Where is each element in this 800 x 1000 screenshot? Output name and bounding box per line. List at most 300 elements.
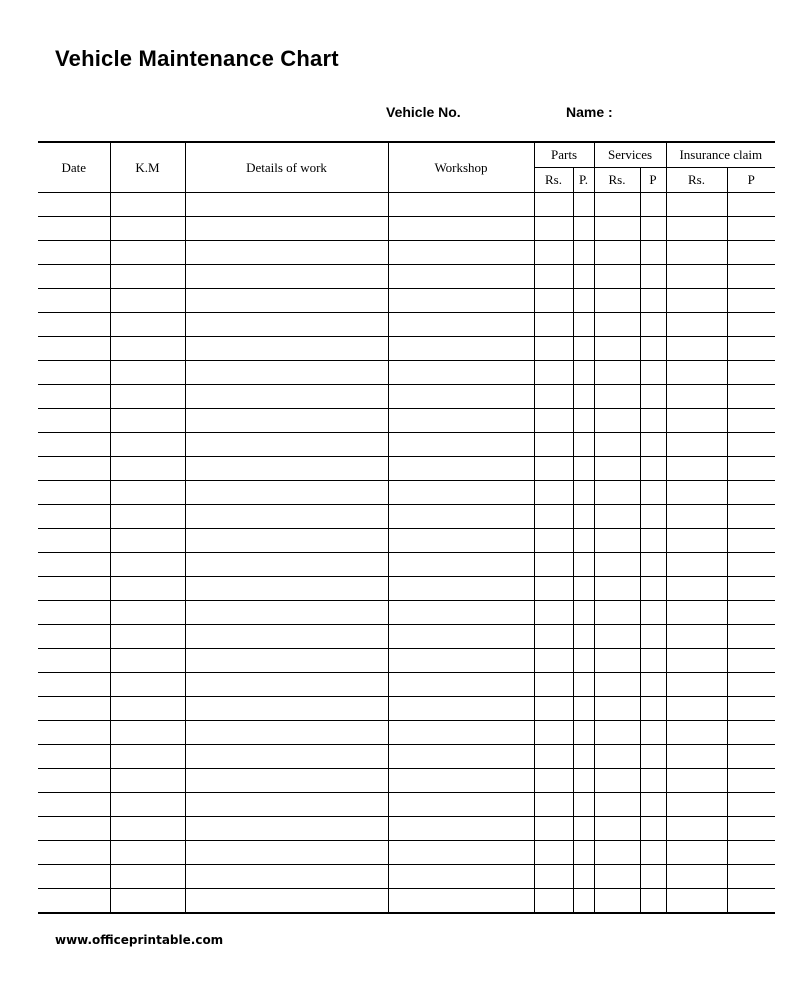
cell-services-p[interactable] (640, 241, 666, 265)
cell-km[interactable] (110, 529, 185, 553)
cell-parts-rs[interactable] (534, 841, 573, 865)
cell-parts-p[interactable] (573, 793, 594, 817)
cell-details[interactable] (185, 361, 388, 385)
cell-services-rs[interactable] (594, 241, 640, 265)
cell-details[interactable] (185, 841, 388, 865)
cell-km[interactable] (110, 673, 185, 697)
cell-insurance-rs[interactable] (666, 481, 727, 505)
cell-date[interactable] (38, 529, 110, 553)
cell-workshop[interactable] (388, 361, 534, 385)
cell-parts-rs[interactable] (534, 649, 573, 673)
cell-km[interactable] (110, 865, 185, 889)
cell-details[interactable] (185, 241, 388, 265)
cell-parts-p[interactable] (573, 337, 594, 361)
cell-services-rs[interactable] (594, 337, 640, 361)
cell-insurance-rs[interactable] (666, 433, 727, 457)
cell-insurance-rs[interactable] (666, 769, 727, 793)
cell-parts-rs[interactable] (534, 313, 573, 337)
cell-insurance-rs[interactable] (666, 553, 727, 577)
cell-insurance-p[interactable] (727, 721, 775, 745)
cell-parts-rs[interactable] (534, 625, 573, 649)
cell-parts-p[interactable] (573, 721, 594, 745)
cell-parts-p[interactable] (573, 745, 594, 769)
cell-km[interactable] (110, 481, 185, 505)
cell-insurance-p[interactable] (727, 697, 775, 721)
cell-services-rs[interactable] (594, 457, 640, 481)
cell-parts-rs[interactable] (534, 265, 573, 289)
cell-services-rs[interactable] (594, 313, 640, 337)
cell-services-p[interactable] (640, 697, 666, 721)
cell-insurance-p[interactable] (727, 649, 775, 673)
cell-date[interactable] (38, 385, 110, 409)
cell-insurance-rs[interactable] (666, 889, 727, 914)
cell-parts-p[interactable] (573, 817, 594, 841)
cell-services-p[interactable] (640, 865, 666, 889)
cell-details[interactable] (185, 865, 388, 889)
cell-date[interactable] (38, 601, 110, 625)
cell-services-p[interactable] (640, 625, 666, 649)
cell-insurance-rs[interactable] (666, 817, 727, 841)
cell-parts-p[interactable] (573, 769, 594, 793)
cell-services-p[interactable] (640, 313, 666, 337)
cell-insurance-rs[interactable] (666, 217, 727, 241)
cell-services-rs[interactable] (594, 745, 640, 769)
cell-details[interactable] (185, 409, 388, 433)
cell-km[interactable] (110, 217, 185, 241)
cell-insurance-rs[interactable] (666, 505, 727, 529)
cell-workshop[interactable] (388, 865, 534, 889)
cell-details[interactable] (185, 697, 388, 721)
cell-insurance-rs[interactable] (666, 745, 727, 769)
cell-details[interactable] (185, 505, 388, 529)
cell-services-rs[interactable] (594, 769, 640, 793)
cell-date[interactable] (38, 793, 110, 817)
cell-insurance-rs[interactable] (666, 529, 727, 553)
cell-services-rs[interactable] (594, 553, 640, 577)
cell-date[interactable] (38, 241, 110, 265)
cell-parts-p[interactable] (573, 385, 594, 409)
cell-date[interactable] (38, 313, 110, 337)
cell-date[interactable] (38, 433, 110, 457)
cell-parts-rs[interactable] (534, 337, 573, 361)
cell-parts-p[interactable] (573, 625, 594, 649)
cell-km[interactable] (110, 409, 185, 433)
cell-insurance-rs[interactable] (666, 241, 727, 265)
cell-details[interactable] (185, 817, 388, 841)
cell-date[interactable] (38, 361, 110, 385)
cell-parts-p[interactable] (573, 313, 594, 337)
cell-parts-p[interactable] (573, 505, 594, 529)
cell-insurance-p[interactable] (727, 601, 775, 625)
cell-workshop[interactable] (388, 193, 534, 217)
cell-services-p[interactable] (640, 553, 666, 577)
cell-details[interactable] (185, 457, 388, 481)
cell-parts-p[interactable] (573, 193, 594, 217)
cell-services-rs[interactable] (594, 625, 640, 649)
cell-parts-p[interactable] (573, 433, 594, 457)
cell-km[interactable] (110, 817, 185, 841)
cell-parts-rs[interactable] (534, 529, 573, 553)
cell-date[interactable] (38, 577, 110, 601)
cell-workshop[interactable] (388, 217, 534, 241)
cell-details[interactable] (185, 721, 388, 745)
cell-services-p[interactable] (640, 889, 666, 914)
cell-services-rs[interactable] (594, 721, 640, 745)
cell-parts-p[interactable] (573, 553, 594, 577)
cell-services-p[interactable] (640, 193, 666, 217)
cell-services-rs[interactable] (594, 793, 640, 817)
cell-details[interactable] (185, 217, 388, 241)
cell-workshop[interactable] (388, 313, 534, 337)
cell-km[interactable] (110, 313, 185, 337)
cell-date[interactable] (38, 457, 110, 481)
cell-insurance-p[interactable] (727, 769, 775, 793)
cell-parts-p[interactable] (573, 577, 594, 601)
cell-parts-rs[interactable] (534, 457, 573, 481)
cell-insurance-rs[interactable] (666, 841, 727, 865)
cell-insurance-p[interactable] (727, 841, 775, 865)
cell-parts-rs[interactable] (534, 889, 573, 914)
cell-insurance-p[interactable] (727, 625, 775, 649)
cell-details[interactable] (185, 625, 388, 649)
cell-parts-rs[interactable] (534, 241, 573, 265)
cell-km[interactable] (110, 505, 185, 529)
cell-km[interactable] (110, 337, 185, 361)
cell-km[interactable] (110, 769, 185, 793)
cell-services-rs[interactable] (594, 193, 640, 217)
cell-date[interactable] (38, 817, 110, 841)
cell-insurance-rs[interactable] (666, 337, 727, 361)
cell-services-rs[interactable] (594, 409, 640, 433)
cell-insurance-p[interactable] (727, 889, 775, 914)
cell-parts-rs[interactable] (534, 553, 573, 577)
cell-services-p[interactable] (640, 817, 666, 841)
cell-km[interactable] (110, 697, 185, 721)
cell-insurance-p[interactable] (727, 577, 775, 601)
cell-parts-rs[interactable] (534, 505, 573, 529)
cell-parts-rs[interactable] (534, 865, 573, 889)
cell-details[interactable] (185, 289, 388, 313)
cell-insurance-rs[interactable] (666, 385, 727, 409)
cell-insurance-rs[interactable] (666, 865, 727, 889)
cell-workshop[interactable] (388, 673, 534, 697)
cell-date[interactable] (38, 649, 110, 673)
cell-date[interactable] (38, 289, 110, 313)
cell-insurance-rs[interactable] (666, 673, 727, 697)
cell-parts-p[interactable] (573, 481, 594, 505)
cell-workshop[interactable] (388, 553, 534, 577)
cell-details[interactable] (185, 577, 388, 601)
cell-km[interactable] (110, 601, 185, 625)
cell-date[interactable] (38, 769, 110, 793)
cell-services-p[interactable] (640, 433, 666, 457)
cell-km[interactable] (110, 241, 185, 265)
cell-insurance-p[interactable] (727, 313, 775, 337)
cell-parts-p[interactable] (573, 289, 594, 313)
cell-parts-rs[interactable] (534, 193, 573, 217)
cell-details[interactable] (185, 433, 388, 457)
cell-km[interactable] (110, 553, 185, 577)
cell-services-p[interactable] (640, 529, 666, 553)
cell-insurance-rs[interactable] (666, 409, 727, 433)
cell-insurance-rs[interactable] (666, 361, 727, 385)
cell-details[interactable] (185, 889, 388, 914)
cell-services-rs[interactable] (594, 673, 640, 697)
cell-km[interactable] (110, 889, 185, 914)
cell-services-rs[interactable] (594, 889, 640, 914)
cell-date[interactable] (38, 745, 110, 769)
cell-insurance-p[interactable] (727, 409, 775, 433)
cell-parts-rs[interactable] (534, 745, 573, 769)
cell-details[interactable] (185, 385, 388, 409)
cell-parts-p[interactable] (573, 889, 594, 914)
cell-insurance-p[interactable] (727, 217, 775, 241)
cell-services-p[interactable] (640, 385, 666, 409)
cell-services-rs[interactable] (594, 601, 640, 625)
cell-services-rs[interactable] (594, 433, 640, 457)
cell-insurance-p[interactable] (727, 817, 775, 841)
cell-insurance-p[interactable] (727, 673, 775, 697)
cell-workshop[interactable] (388, 625, 534, 649)
cell-insurance-p[interactable] (727, 265, 775, 289)
cell-km[interactable] (110, 289, 185, 313)
cell-date[interactable] (38, 553, 110, 577)
cell-insurance-rs[interactable] (666, 313, 727, 337)
cell-parts-rs[interactable] (534, 433, 573, 457)
cell-parts-p[interactable] (573, 265, 594, 289)
cell-services-p[interactable] (640, 577, 666, 601)
cell-services-p[interactable] (640, 289, 666, 313)
cell-insurance-rs[interactable] (666, 625, 727, 649)
cell-date[interactable] (38, 697, 110, 721)
cell-services-p[interactable] (640, 721, 666, 745)
cell-services-p[interactable] (640, 265, 666, 289)
cell-km[interactable] (110, 841, 185, 865)
cell-parts-rs[interactable] (534, 217, 573, 241)
cell-workshop[interactable] (388, 433, 534, 457)
cell-workshop[interactable] (388, 793, 534, 817)
cell-parts-p[interactable] (573, 409, 594, 433)
cell-date[interactable] (38, 889, 110, 914)
cell-workshop[interactable] (388, 841, 534, 865)
cell-insurance-rs[interactable] (666, 721, 727, 745)
cell-workshop[interactable] (388, 529, 534, 553)
cell-workshop[interactable] (388, 721, 534, 745)
cell-services-p[interactable] (640, 649, 666, 673)
cell-insurance-p[interactable] (727, 433, 775, 457)
cell-insurance-p[interactable] (727, 241, 775, 265)
cell-km[interactable] (110, 649, 185, 673)
cell-services-rs[interactable] (594, 817, 640, 841)
cell-workshop[interactable] (388, 649, 534, 673)
cell-services-p[interactable] (640, 601, 666, 625)
cell-workshop[interactable] (388, 745, 534, 769)
cell-parts-rs[interactable] (534, 481, 573, 505)
cell-workshop[interactable] (388, 265, 534, 289)
cell-date[interactable] (38, 481, 110, 505)
cell-km[interactable] (110, 361, 185, 385)
cell-km[interactable] (110, 625, 185, 649)
cell-parts-rs[interactable] (534, 361, 573, 385)
cell-services-p[interactable] (640, 841, 666, 865)
cell-services-p[interactable] (640, 793, 666, 817)
cell-workshop[interactable] (388, 505, 534, 529)
cell-insurance-p[interactable] (727, 745, 775, 769)
cell-date[interactable] (38, 217, 110, 241)
cell-parts-rs[interactable] (534, 385, 573, 409)
cell-insurance-rs[interactable] (666, 289, 727, 313)
cell-workshop[interactable] (388, 481, 534, 505)
cell-insurance-rs[interactable] (666, 193, 727, 217)
cell-workshop[interactable] (388, 241, 534, 265)
cell-workshop[interactable] (388, 601, 534, 625)
cell-date[interactable] (38, 337, 110, 361)
cell-parts-p[interactable] (573, 361, 594, 385)
cell-parts-p[interactable] (573, 241, 594, 265)
cell-insurance-p[interactable] (727, 481, 775, 505)
cell-workshop[interactable] (388, 697, 534, 721)
cell-services-rs[interactable] (594, 529, 640, 553)
cell-services-rs[interactable] (594, 361, 640, 385)
cell-details[interactable] (185, 265, 388, 289)
cell-workshop[interactable] (388, 889, 534, 914)
cell-insurance-p[interactable] (727, 337, 775, 361)
cell-services-p[interactable] (640, 481, 666, 505)
cell-insurance-rs[interactable] (666, 601, 727, 625)
cell-details[interactable] (185, 481, 388, 505)
cell-insurance-rs[interactable] (666, 649, 727, 673)
cell-services-rs[interactable] (594, 217, 640, 241)
cell-parts-p[interactable] (573, 649, 594, 673)
cell-date[interactable] (38, 505, 110, 529)
cell-km[interactable] (110, 193, 185, 217)
cell-parts-p[interactable] (573, 865, 594, 889)
cell-details[interactable] (185, 649, 388, 673)
cell-parts-p[interactable] (573, 217, 594, 241)
cell-parts-rs[interactable] (534, 769, 573, 793)
cell-details[interactable] (185, 529, 388, 553)
cell-date[interactable] (38, 721, 110, 745)
cell-services-p[interactable] (640, 457, 666, 481)
cell-date[interactable] (38, 673, 110, 697)
cell-date[interactable] (38, 625, 110, 649)
cell-details[interactable] (185, 193, 388, 217)
cell-parts-p[interactable] (573, 697, 594, 721)
cell-insurance-p[interactable] (727, 361, 775, 385)
cell-details[interactable] (185, 769, 388, 793)
cell-services-p[interactable] (640, 505, 666, 529)
cell-workshop[interactable] (388, 817, 534, 841)
cell-insurance-rs[interactable] (666, 577, 727, 601)
cell-km[interactable] (110, 745, 185, 769)
cell-parts-rs[interactable] (534, 721, 573, 745)
cell-details[interactable] (185, 673, 388, 697)
cell-insurance-rs[interactable] (666, 697, 727, 721)
cell-details[interactable] (185, 793, 388, 817)
cell-services-p[interactable] (640, 769, 666, 793)
cell-parts-p[interactable] (573, 457, 594, 481)
cell-parts-rs[interactable] (534, 793, 573, 817)
cell-workshop[interactable] (388, 289, 534, 313)
cell-services-p[interactable] (640, 361, 666, 385)
cell-insurance-p[interactable] (727, 385, 775, 409)
cell-workshop[interactable] (388, 457, 534, 481)
cell-services-rs[interactable] (594, 865, 640, 889)
cell-workshop[interactable] (388, 577, 534, 601)
cell-insurance-p[interactable] (727, 865, 775, 889)
cell-parts-p[interactable] (573, 529, 594, 553)
cell-services-rs[interactable] (594, 385, 640, 409)
cell-insurance-p[interactable] (727, 457, 775, 481)
cell-workshop[interactable] (388, 337, 534, 361)
cell-details[interactable] (185, 553, 388, 577)
cell-parts-rs[interactable] (534, 409, 573, 433)
cell-km[interactable] (110, 793, 185, 817)
cell-details[interactable] (185, 313, 388, 337)
cell-parts-rs[interactable] (534, 289, 573, 313)
cell-services-p[interactable] (640, 745, 666, 769)
cell-date[interactable] (38, 409, 110, 433)
cell-services-p[interactable] (640, 337, 666, 361)
cell-insurance-p[interactable] (727, 553, 775, 577)
cell-km[interactable] (110, 721, 185, 745)
cell-km[interactable] (110, 457, 185, 481)
cell-workshop[interactable] (388, 409, 534, 433)
cell-details[interactable] (185, 337, 388, 361)
cell-workshop[interactable] (388, 385, 534, 409)
cell-parts-p[interactable] (573, 841, 594, 865)
cell-km[interactable] (110, 577, 185, 601)
cell-services-p[interactable] (640, 409, 666, 433)
cell-insurance-rs[interactable] (666, 457, 727, 481)
cell-date[interactable] (38, 865, 110, 889)
cell-services-rs[interactable] (594, 265, 640, 289)
cell-insurance-rs[interactable] (666, 793, 727, 817)
cell-services-rs[interactable] (594, 841, 640, 865)
cell-services-rs[interactable] (594, 697, 640, 721)
cell-insurance-p[interactable] (727, 793, 775, 817)
cell-parts-p[interactable] (573, 673, 594, 697)
cell-date[interactable] (38, 265, 110, 289)
cell-date[interactable] (38, 841, 110, 865)
cell-insurance-p[interactable] (727, 289, 775, 313)
cell-date[interactable] (38, 193, 110, 217)
cell-services-rs[interactable] (594, 505, 640, 529)
cell-details[interactable] (185, 745, 388, 769)
cell-parts-rs[interactable] (534, 673, 573, 697)
cell-insurance-p[interactable] (727, 529, 775, 553)
cell-parts-rs[interactable] (534, 817, 573, 841)
cell-km[interactable] (110, 433, 185, 457)
cell-insurance-p[interactable] (727, 193, 775, 217)
cell-km[interactable] (110, 265, 185, 289)
cell-parts-rs[interactable] (534, 601, 573, 625)
cell-services-rs[interactable] (594, 577, 640, 601)
cell-services-rs[interactable] (594, 649, 640, 673)
cell-details[interactable] (185, 601, 388, 625)
cell-services-rs[interactable] (594, 481, 640, 505)
cell-parts-rs[interactable] (534, 697, 573, 721)
cell-services-p[interactable] (640, 673, 666, 697)
cell-services-rs[interactable] (594, 289, 640, 313)
cell-insurance-rs[interactable] (666, 265, 727, 289)
cell-workshop[interactable] (388, 769, 534, 793)
cell-km[interactable] (110, 385, 185, 409)
cell-parts-p[interactable] (573, 601, 594, 625)
cell-services-p[interactable] (640, 217, 666, 241)
cell-insurance-p[interactable] (727, 505, 775, 529)
cell-parts-rs[interactable] (534, 577, 573, 601)
